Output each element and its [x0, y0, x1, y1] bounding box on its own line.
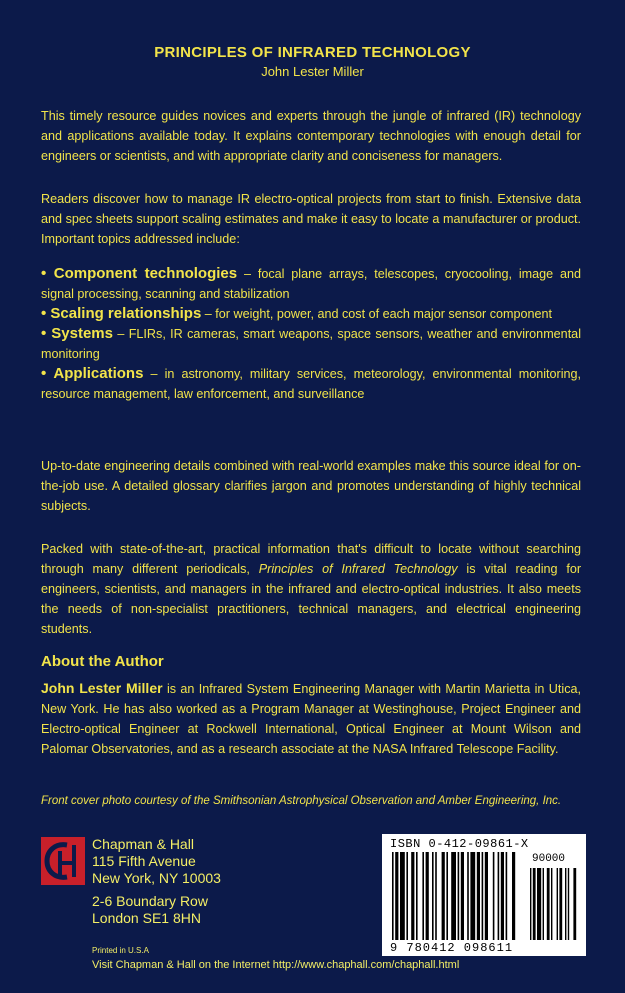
book-author: John Lester Miller: [261, 64, 364, 79]
topic-text: – in astronomy, military services, meteorology, environmental monitoring, resource management, law enforcement, and surveillance: [41, 367, 581, 401]
topic-heading: • Component technologies: [41, 265, 238, 282]
p4-start: Packed with state-of-the-art, practical information that's difficult to locate without searching through many different periodicals,: [41, 542, 581, 576]
ean-number: 9 780412 098611: [390, 941, 514, 955]
topic-text: – focal plane arrays, telescopes, cryocooling, image and signal processing, scanning and stabilization: [41, 267, 582, 301]
topic-heading: • Applications: [41, 365, 144, 382]
publisher-address-line: 2-6 Boundary Row: [92, 893, 208, 909]
publisher-address-ny: [92, 836, 221, 887]
photo-credit: Front cover photo courtesy of the Smithsonian Astrophysical Observation and Amber Engineering, Inc.: [41, 795, 562, 807]
barcode-bars-icon: [390, 852, 578, 944]
intro-paragraph-1: This timely resource guides novices and experts through the jungle of infrared (IR) technology and applications available today. It explains contemporary technologies with enough detail for engineers or scientists, and with appropriate clarity and conciseness for managers.: [41, 109, 581, 163]
topic-item: [41, 364, 581, 404]
author-bio: is an Infrared System Engineering Manager with Martin Marietta in Utica, New York. He has also worked as a Program Manager at Westinghouse, Project Engineer and Electro-optical Engineer at Rockwell International, Optical Engineer at Mount Wilson and Palomar Observatories, and as a research associate at the NASA Infrared Telescope Facility.: [41, 682, 581, 756]
p4-end: is vital reading for engineers, scientists, and managers in the infrared and electro-optical industries. It also meets the needs of non-specialist practitioners, technical managers, and electrical engineering students.: [41, 562, 582, 636]
publisher-address-line: London SE1 8HN: [92, 910, 201, 926]
publisher-logo-icon: [41, 837, 85, 885]
topic-heading: • Systems: [41, 325, 113, 342]
body-paragraph-4: [41, 539, 581, 639]
book-title: PRINCIPLES OF INFRARED TECHNOLOGY: [154, 44, 471, 61]
publisher-address-london: [92, 893, 208, 927]
topics-list: [41, 264, 581, 404]
about-heading: About the Author: [41, 653, 164, 670]
about-paragraph: [41, 678, 581, 759]
author-name: John Lester Miller: [41, 680, 163, 696]
publisher-name: Chapman & Hall: [92, 836, 194, 852]
publisher-address-line: 115 Fifth Avenue: [92, 853, 196, 869]
topic-item: [41, 324, 581, 364]
isbn-barcode: [382, 834, 586, 956]
publisher-website: Visit Chapman & Hall on the Internet http://www.chaphall.com/chaphall.html: [92, 959, 460, 971]
topic-heading: • Scaling relationships: [41, 305, 202, 322]
isbn-number: ISBN 0-412-09861-X: [390, 837, 529, 851]
body-paragraph-3: Up-to-date engineering details combined with real-world examples make this source ideal for on-the-job use. A detailed glossary clarifies jargon and promotes understanding of highly technical subjects.: [41, 459, 581, 513]
p4-book-title: Principles of Infrared Technology: [258, 562, 458, 576]
printed-in: Printed in U.S.A: [92, 946, 149, 955]
publisher-address-line: New York, NY 10003: [92, 870, 221, 886]
topic-item: [41, 264, 581, 304]
topic-text: – FLIRs, IR cameras, smart weapons, space sensors, weather and environmental monitoring: [41, 327, 581, 361]
topic-text: – for weight, power, and cost of each major sensor component: [201, 307, 553, 321]
intro-paragraph-2: Readers discover how to manage IR electro-optical projects from start to finish. Extensive data and spec sheets support scaling estimates and make it easy to locate a manufacturer or product. Important topics addressed include:: [41, 192, 581, 246]
topic-item: [41, 304, 581, 324]
price-code: 90000: [532, 853, 566, 865]
